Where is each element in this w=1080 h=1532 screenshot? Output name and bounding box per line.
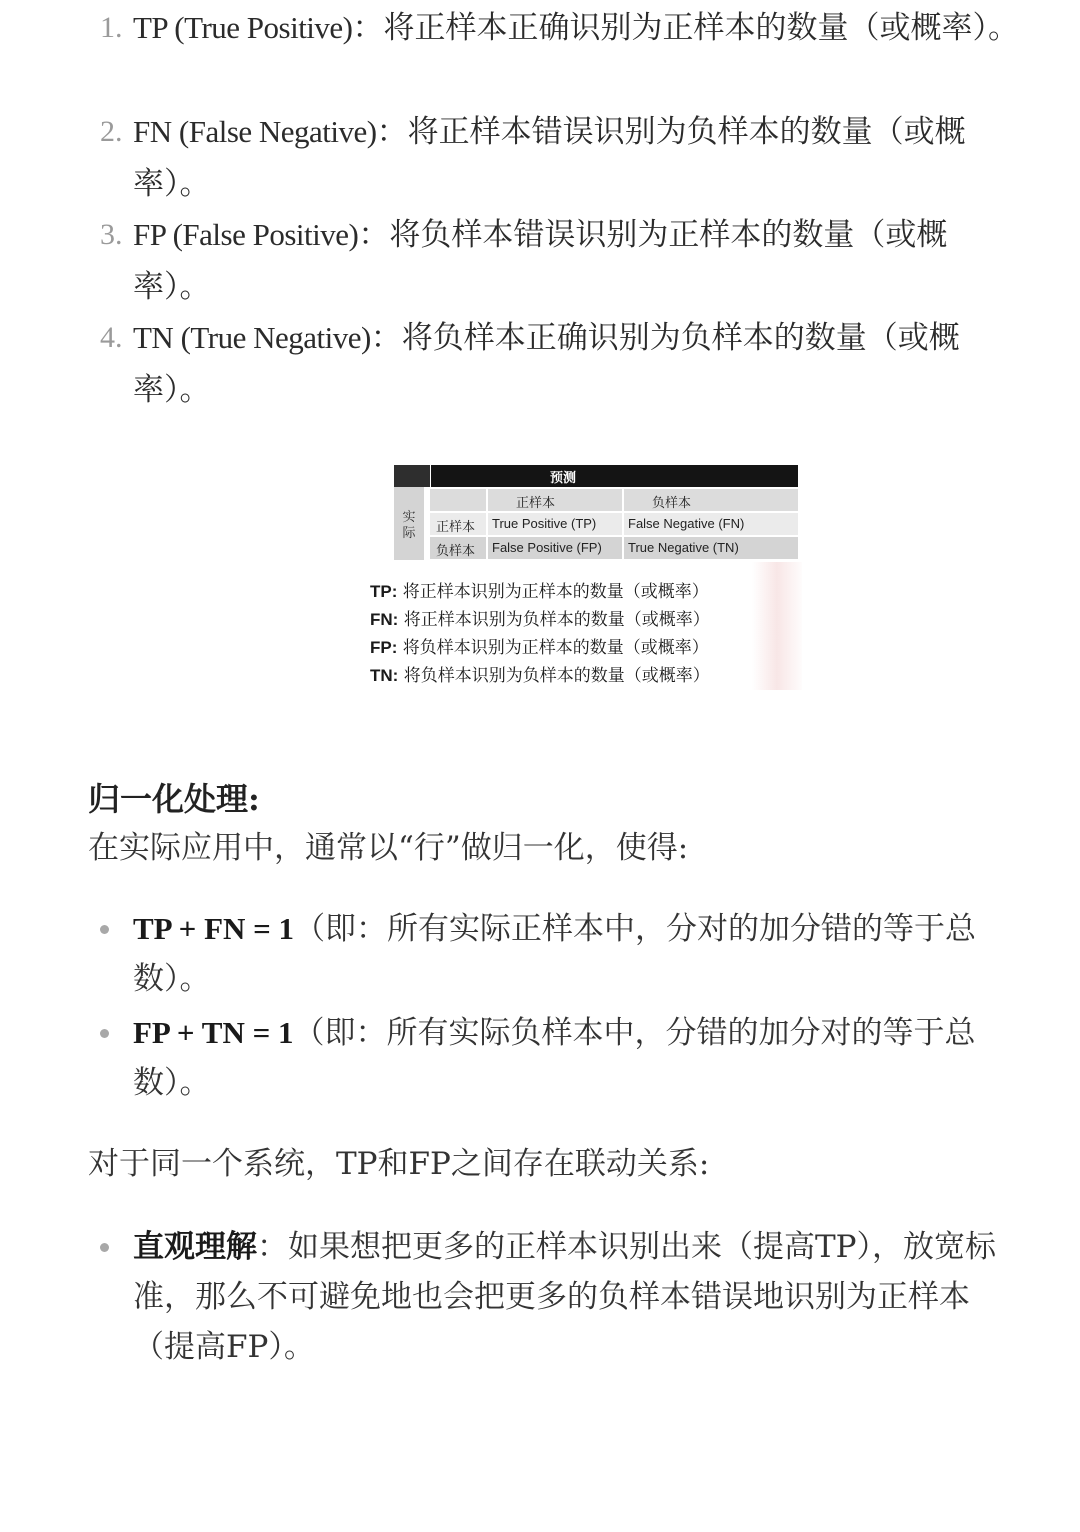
matrix-cell: True Positive (TP): [492, 516, 597, 531]
matrix-row: [430, 537, 798, 559]
definition-line: TN: 将负样本识别为负样本的数量（或概率）: [370, 666, 710, 686]
term-description: ：将正样本正确识别为正样本的数量（或概率）。: [352, 10, 1020, 46]
matrix-row: [430, 513, 798, 535]
definition-line: FP: 将负样本识别为正样本的数量（或概率）: [370, 638, 709, 658]
matrix-cell: True Negative (TN): [628, 540, 739, 555]
equation: FP + TN = 1: [133, 1015, 294, 1050]
row-label: 负样本: [436, 543, 476, 558]
confusion-matrix-figure: [394, 465, 798, 560]
bullet-icon: [100, 1243, 109, 1252]
term-description: ：将正样本错误识别为负样本的数量（或概率）。: [133, 114, 966, 202]
definition-line: FN: 将正样本识别为负样本的数量（或概率）: [370, 610, 710, 630]
term-description: ：将负样本错误识别为正样本的数量（或概率）。: [133, 217, 948, 305]
list-number: 1.: [100, 11, 123, 44]
list-number: 4.: [100, 321, 123, 354]
list-number: 2.: [100, 115, 123, 148]
bullet-text: （即：所有实际正样本中，分对的加分错的等于总数）。: [133, 911, 977, 997]
list-number: 3.: [100, 218, 123, 251]
term-label: TP (True Positive): [133, 10, 353, 45]
matrix-definitions: [370, 578, 800, 690]
matrix-cell: False Negative (FN): [628, 516, 745, 531]
actual-label: 实际: [402, 509, 416, 540]
paragraph: 对于同一个系统，TP和FP之间存在联动关系:: [88, 1146, 710, 1182]
row-label: 正样本: [436, 519, 476, 534]
bullet-text: ：如果想把更多的正样本识别出来（提高TP），放宽标准，那么不可避免地也会把更多的负样本错误地识别为正样本（提高FP）。: [133, 1229, 997, 1365]
matrix-cell: False Positive (FP): [492, 540, 602, 555]
actual-side: [394, 487, 430, 560]
bullet-icon: [100, 925, 109, 934]
col-header: 负样本: [652, 495, 692, 510]
term-label: FN (False Negative): [133, 114, 377, 149]
section-heading: 归一化处理:: [88, 780, 260, 818]
term-description: ：将负样本正确识别为负样本的数量（或概率）。: [133, 320, 960, 408]
predicted-label: 预测: [549, 470, 576, 485]
paragraph: 在实际应用中，通常以“行”做归一化，使得:: [88, 830, 689, 866]
matrix-header-row: [430, 489, 798, 511]
definition-line: TP: 将正样本识别为正样本的数量（或概率）: [370, 582, 709, 602]
bold-term: 直观理解: [133, 1229, 257, 1265]
term-label: TN (True Negative): [133, 320, 371, 355]
term-label: FP (False Positive): [133, 217, 359, 252]
matrix-header: [394, 465, 798, 487]
bullet-icon: [100, 1029, 109, 1038]
col-header: 正样本: [516, 495, 556, 510]
equation: TP + FN = 1: [133, 911, 295, 946]
bullet-text: （即：所有实际负样本中，分错的加分对的等于总数）。: [133, 1015, 976, 1101]
